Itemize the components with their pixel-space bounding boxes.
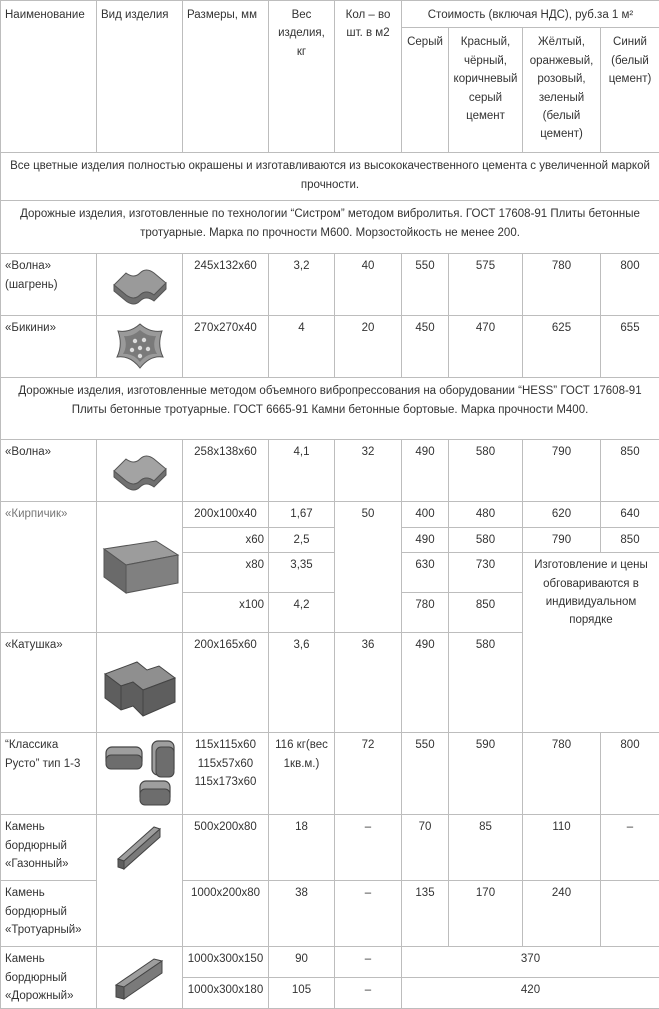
- product-size: 245х132х60: [183, 254, 269, 316]
- size-type-2: 115х57х60: [187, 755, 264, 773]
- product-size: 1000х300х180: [183, 978, 269, 1009]
- price-red: 470: [449, 316, 523, 378]
- price-all: 420: [402, 978, 659, 1009]
- product-qty: –: [335, 881, 402, 947]
- product-qty: –: [335, 978, 402, 1009]
- price-blue: [601, 881, 659, 947]
- product-qty: 72: [335, 733, 402, 815]
- product-image-katushka: [97, 633, 183, 733]
- price-red: 590: [449, 733, 523, 815]
- table-row: [1, 440, 659, 502]
- table-row: [1, 815, 659, 881]
- product-size: 1000х200х80: [183, 881, 269, 947]
- product-name: Камень бордюрный «Газонный»: [1, 815, 97, 881]
- price-blue: 850: [601, 440, 659, 502]
- price-yellow: 240: [523, 881, 601, 947]
- product-qty: 20: [335, 316, 402, 378]
- price-blue: 655: [601, 316, 659, 378]
- price-red: 170: [449, 881, 523, 947]
- price-grey: 630: [402, 553, 449, 593]
- table-row: [1, 316, 659, 378]
- product-size: х60: [183, 527, 269, 552]
- size-type-3: 115х173х60: [187, 773, 264, 791]
- product-name: Камень бордюрный «Тротуарный»: [1, 881, 97, 947]
- col-cost-header: Стоимость (включая НДС), руб.за 1 м²: [402, 1, 659, 28]
- col-blue-header: Синий (белый цемент): [601, 28, 659, 153]
- price-yellow: 625: [523, 316, 601, 378]
- product-size: х80: [183, 553, 269, 593]
- product-image-road-curb: [97, 947, 183, 1009]
- price-red: 730: [449, 553, 523, 593]
- price-red: 580: [449, 633, 523, 733]
- price-grey: 550: [402, 733, 449, 815]
- product-image-bikini: [97, 316, 183, 378]
- product-size: 200х165х60: [183, 633, 269, 733]
- price-yellow: 620: [523, 502, 601, 527]
- product-name: «Кирпичик»: [1, 502, 97, 633]
- price-grey: 490: [402, 440, 449, 502]
- price-all: 370: [402, 947, 659, 978]
- product-weight: 3,6: [269, 633, 335, 733]
- table-row: [1, 733, 659, 815]
- product-name: «Катушка»: [1, 633, 97, 733]
- price-yellow: 780: [523, 733, 601, 815]
- product-size: 500х200х80: [183, 815, 269, 881]
- product-image-rusto: [97, 733, 183, 815]
- product-size: 1000х300х150: [183, 947, 269, 978]
- price-grey: 450: [402, 316, 449, 378]
- price-blue: –: [601, 815, 659, 881]
- product-name: «Волна» (шагрень): [1, 254, 97, 316]
- price-grey: 490: [402, 527, 449, 552]
- col-yellow-header: Жёлтый, оранжевый, розовый, зеленый (белый цемент): [523, 28, 601, 153]
- price-yellow: 790: [523, 440, 601, 502]
- product-weight: 38: [269, 881, 335, 947]
- product-weight: 3,35: [269, 553, 335, 593]
- col-weight-header: Вес изделия, кг: [269, 1, 335, 153]
- product-weight: 4,2: [269, 593, 335, 633]
- product-weight: 105: [269, 978, 335, 1009]
- product-image-volna: [97, 440, 183, 502]
- price-red: 580: [449, 527, 523, 552]
- col-qty-header: Кол – во шт. в м2: [335, 1, 402, 153]
- col-name-header: Наименование: [1, 1, 97, 153]
- col-grey-header: Серый: [402, 28, 449, 153]
- col-red-header: Красный, чёрный, коричневый серый цемент: [449, 28, 523, 153]
- product-weight: 4,1: [269, 440, 335, 502]
- table-row: [1, 502, 659, 527]
- product-weight: 2,5: [269, 527, 335, 552]
- product-name: «Бикини»: [1, 316, 97, 378]
- product-qty: 50: [335, 502, 402, 633]
- price-blue: 800: [601, 254, 659, 316]
- price-yellow: 790: [523, 527, 601, 552]
- product-size: 270х270х40: [183, 316, 269, 378]
- price-grey: 490: [402, 633, 449, 733]
- price-grey: 70: [402, 815, 449, 881]
- product-size: 200х100х40: [183, 502, 269, 527]
- product-name: Камень бордюрный «Дорожный»: [1, 947, 97, 1009]
- price-yellow: 110: [523, 815, 601, 881]
- header-row: [1, 1, 659, 28]
- size-type-1: 115х115х60: [187, 736, 264, 754]
- price-red: 575: [449, 254, 523, 316]
- price-yellow: 780: [523, 254, 601, 316]
- table-row: [1, 947, 659, 978]
- col-size-header: Размеры, мм: [183, 1, 269, 153]
- product-image-curb: [97, 815, 183, 947]
- note-colored: Все цветные изделия полностью окрашены и изготавливаются из высококачественного цемента с увеличенной маркой прочности.: [1, 153, 659, 201]
- product-size: х100: [183, 593, 269, 633]
- price-blue: 640: [601, 502, 659, 527]
- product-weight: 90: [269, 947, 335, 978]
- col-kind-header: Вид изделия: [97, 1, 183, 153]
- product-qty: 40: [335, 254, 402, 316]
- product-qty: –: [335, 947, 402, 978]
- price-grey: 135: [402, 881, 449, 947]
- product-image-kirpichik: [97, 502, 183, 633]
- product-qty: 36: [335, 633, 402, 733]
- table-row: [1, 633, 659, 733]
- product-name: «Волна»: [1, 440, 97, 502]
- price-blue: 850: [601, 527, 659, 552]
- product-weight: 116 кг(вес 1кв.м.): [269, 733, 335, 815]
- price-grey: 780: [402, 593, 449, 633]
- price-red: 480: [449, 502, 523, 527]
- note-row: [1, 201, 659, 254]
- note-sistrom: Дорожные изделия, изготовленные по технологии “Систром” методом вибролитья. ГОСТ 17608-91 Плиты бетонные тротуарные. Марка по прочности М600. Морзостойкость не менее 200.: [1, 201, 659, 254]
- product-name: “Классика Русто” тип 1-3: [1, 733, 97, 815]
- custom-order-cell: [523, 633, 659, 733]
- note-row: [1, 378, 659, 440]
- note-row: [1, 153, 659, 201]
- price-red: 850: [449, 593, 523, 633]
- product-weight: 18: [269, 815, 335, 881]
- price-grey: 400: [402, 502, 449, 527]
- product-image-volna: [97, 254, 183, 316]
- product-qty: 32: [335, 440, 402, 502]
- custom-order-note: Изготовление и цены обговариваются в индивидуальном порядке: [523, 553, 659, 633]
- price-grey: 550: [402, 254, 449, 316]
- product-weight: 1,67: [269, 502, 335, 527]
- note-hess: Дорожные изделия, изготовленные методом объемного вибропрессования на оборудовании “HESS” ГОСТ 17608-91 Плиты бетонные тротуарные. ГОСТ 6665-91 Камни бетонные бортовые. Марка прочности М400.: [1, 378, 659, 440]
- price-blue: 800: [601, 733, 659, 815]
- product-weight: 3,2: [269, 254, 335, 316]
- product-size: 258х138х60: [183, 440, 269, 502]
- price-red: 580: [449, 440, 523, 502]
- product-size: [183, 733, 269, 815]
- product-qty: –: [335, 815, 402, 881]
- price-red: 85: [449, 815, 523, 881]
- table-row: [1, 254, 659, 316]
- product-weight: 4: [269, 316, 335, 378]
